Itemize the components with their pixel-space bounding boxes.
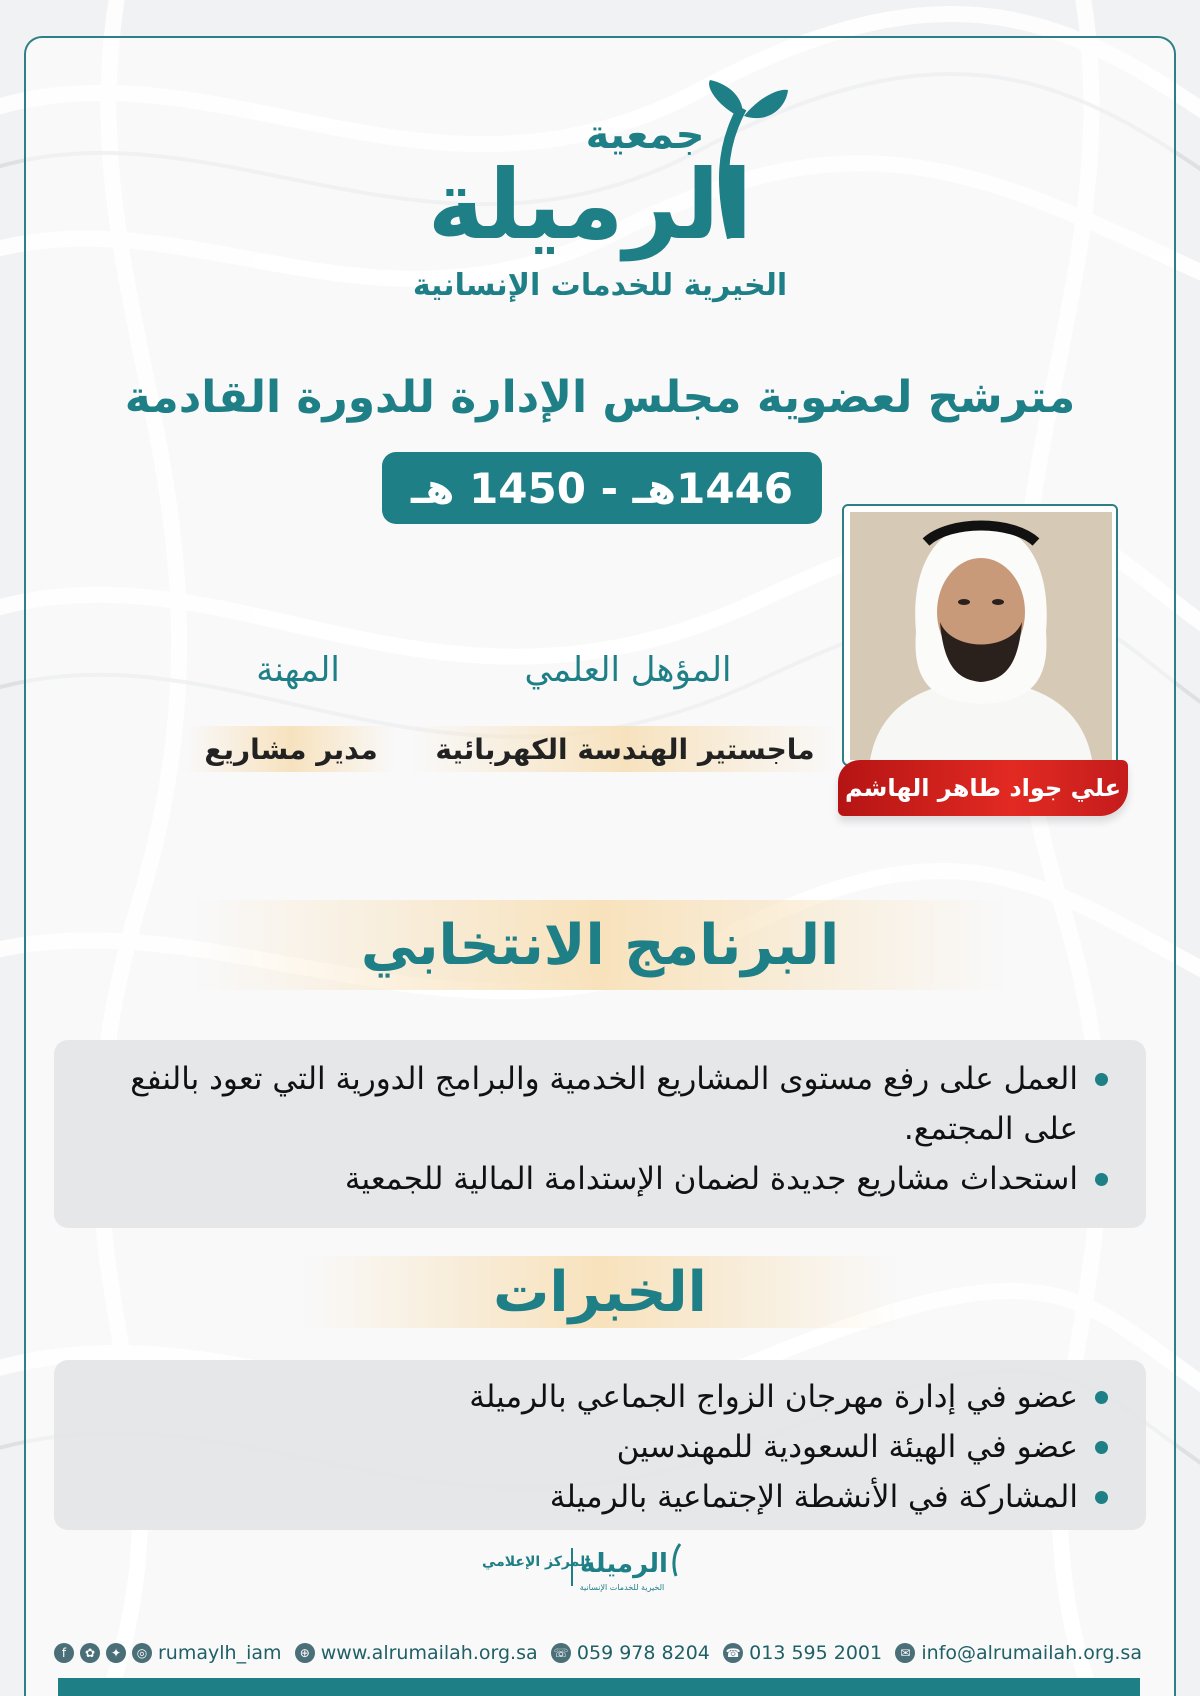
- bullet-icon: [1095, 1073, 1108, 1086]
- association-logo: [0, 70, 1200, 310]
- footer-logo: [481, 1536, 690, 1596]
- website-link[interactable]: www.alrumailah.org.sa: [320, 1642, 538, 1664]
- experience-item: عضو في الهيئة السعودية للمهندسين: [84, 1422, 1108, 1472]
- qualification-label: المؤهل العلمي: [524, 650, 732, 690]
- term-years-badge: 1446هـ - 1450 هـ: [382, 452, 822, 524]
- experience-panel: [54, 1360, 1146, 1530]
- facebook-icon[interactable]: f: [54, 1643, 74, 1663]
- logo-main-word: الرميلة: [427, 149, 753, 261]
- logo-subtitle: الخيرية للخدمات الإنسانية: [412, 268, 788, 303]
- bullet-icon: [1095, 1441, 1108, 1454]
- profession-label: المهنة: [256, 650, 340, 690]
- phone-icon: ☎: [723, 1643, 743, 1663]
- media-center-label: المركز الإعلامي: [481, 1554, 591, 1570]
- whatsapp-icon: ☏: [551, 1643, 571, 1663]
- whatsapp-number[interactable]: 059 978 8204: [576, 1642, 710, 1664]
- phone-number[interactable]: 013 595 2001: [749, 1642, 883, 1664]
- candidate-name-ribbon: علي جواد طاهر الهاشم: [838, 760, 1128, 816]
- footer-logo-subtitle: الخيرية للخدمات الإنسانية: [579, 1583, 665, 1592]
- candidate-photo-frame: [842, 504, 1118, 766]
- profession-value: مدير مشاريع: [186, 726, 396, 772]
- program-item: العمل على رفع مستوى المشاريع الخدمية والبرامج الدورية التي تعود بالنفع على المجتمع.: [84, 1054, 1108, 1154]
- logo-mark: [420, 78, 790, 278]
- email-icon: ✉: [895, 1643, 915, 1663]
- bullet-icon: [1095, 1173, 1108, 1186]
- candidate-photo: [850, 512, 1110, 758]
- email-link[interactable]: info@alrumailah.org.sa: [921, 1642, 1142, 1664]
- experience-item: عضو في إدارة مهرجان الزواج الجماعي بالرميلة: [84, 1372, 1108, 1422]
- website-contact[interactable]: [295, 1642, 538, 1664]
- instagram-icon[interactable]: ◎: [132, 1643, 152, 1663]
- bullet-icon: [1095, 1391, 1108, 1404]
- experience-heading: الخبرات: [300, 1256, 900, 1328]
- logo-top-word: جمعية: [585, 112, 705, 158]
- email-contact[interactable]: [895, 1642, 1142, 1664]
- snapchat-icon[interactable]: ✿: [80, 1643, 100, 1663]
- globe-icon: ⊕: [295, 1643, 315, 1663]
- bullet-icon: [1095, 1491, 1108, 1504]
- page-title: مترشح لعضوية مجلس الإدارة للدورة القادمة: [124, 372, 1076, 423]
- social-handle[interactable]: rumaylh_iam: [158, 1642, 282, 1664]
- program-panel: [54, 1040, 1146, 1228]
- footer-logo-word: الرميلة: [580, 1549, 668, 1579]
- whatsapp-contact[interactable]: [551, 1642, 710, 1664]
- program-item: استحداث مشاريع جديدة لضمان الإستدامة المالية للجمعية: [84, 1154, 1108, 1204]
- qualification-value: ماجستير الهندسة الكهربائية: [410, 726, 840, 772]
- twitter-icon[interactable]: ✦: [106, 1643, 126, 1663]
- phone-contact[interactable]: [723, 1642, 882, 1664]
- experience-item: المشاركة في الأنشطة الإجتماعية بالرميلة: [84, 1472, 1108, 1522]
- program-heading: البرنامج الانتخابي: [190, 900, 1010, 990]
- social-contact[interactable]: [54, 1642, 282, 1664]
- bottom-band: [58, 1678, 1140, 1696]
- footer-contact-bar: [54, 1638, 1142, 1668]
